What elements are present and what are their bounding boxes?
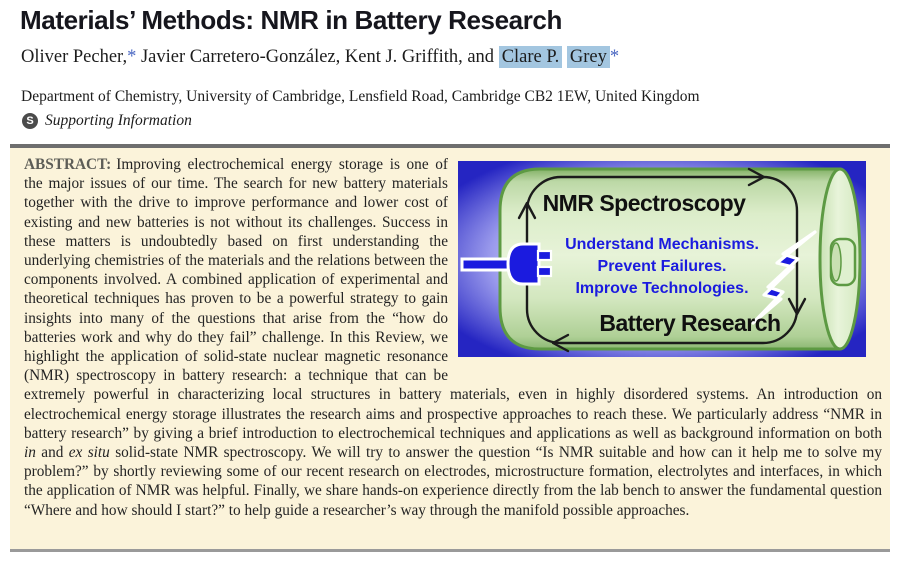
abstract-italic-in: in xyxy=(24,444,36,462)
abstract-text-2: and xyxy=(35,444,69,462)
message-line-3: Improve Technologies. xyxy=(575,280,749,297)
supporting-information-row xyxy=(22,112,192,130)
abstract-box xyxy=(10,144,890,552)
author-name: Oliver Pecher, xyxy=(21,47,128,67)
affiliation-line: Department of Chemistry, University of Cambridge, Lensfield Road, Cambridge CB2 1EW, United Kingdom xyxy=(21,88,700,105)
author-asterisk-link[interactable]: * xyxy=(127,47,137,67)
supporting-information-link[interactable]: Supporting Information xyxy=(45,112,192,129)
nmr-spectroscopy-label: NMR Spectroscopy xyxy=(542,190,746,216)
supporting-info-icon: S xyxy=(22,113,38,129)
highlighted-name-clare-p: Clare P. xyxy=(499,46,563,68)
author-names: Javier Carretero-González, Kent J. Griffith, and xyxy=(136,47,499,67)
abstract-label: ABSTRACT: xyxy=(24,156,112,173)
author-line xyxy=(21,47,619,68)
message-line-2: Prevent Failures. xyxy=(597,258,727,275)
highlighted-name-grey: Grey xyxy=(567,46,610,68)
abstract-text-3: solid-state NMR spectroscopy. We will try to answer the question “Is NMR suitable and how can it help me to solve my problem?” by shortly reviewing some of our recent research on electrodes, microstructure formation, electrolytes and interfaces, in which the application of NMR was helpful. Finally, we share hands-on experience directly from the lab bench to answer the fundamental question “Where and how should I start?” to help guide a researcher’s way through the manifold possible approaches. xyxy=(24,444,882,519)
message-line-1: Understand Mechanisms. xyxy=(565,236,759,253)
abstract-text-1: Improving electrochemical energy storage is one of the major issues of our time. The search for new battery materials together with the drive to improve performance and lower cost of existing and new batteries is not without its challenges. Success in these matters is undoubtedly based on first understanding the underlying chemistries of the materials and the relations between the components involved. A combined application of experimental and theoretical techniques has proven to be a powerful strategy to gain insights into many of the questions that arise from the “how do batteries work and why do they fail” challenge. In this Review, we highlight the application of solid-state nuclear magnetic resonance (NMR) spectroscopy in battery research: a technique that can be extremely powerful in characterizing local structures in battery materials, even in highly disordered systems. An introduction on electrochemical energy storage illustrates the research aims and prospective approaches to reach these. We particularly address “NMR in battery research” by giving a brief introduction to electrochemical techniques and applications as well as background information on both xyxy=(24,156,882,442)
author-asterisk-link-2[interactable]: * xyxy=(609,47,620,67)
article-title: Materials’ Methods: NMR in Battery Research xyxy=(20,5,562,35)
battery-research-label: Battery Research xyxy=(599,310,781,336)
battery-graphic-svg xyxy=(458,161,866,357)
graphical-abstract-figure[interactable] xyxy=(458,161,866,357)
abstract-italic-ex-situ: ex situ xyxy=(68,444,110,462)
